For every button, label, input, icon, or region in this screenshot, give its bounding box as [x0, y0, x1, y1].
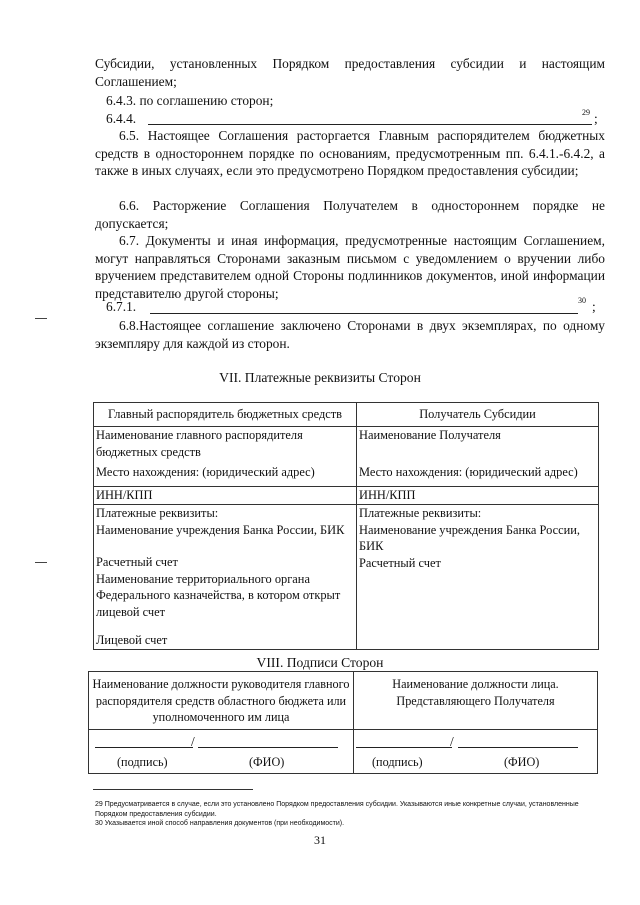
table-header-right: Получатель Субсидии: [357, 403, 599, 427]
clause-6-7-1-blank: [150, 313, 578, 314]
margin-mark: [35, 562, 47, 563]
inn-right: ИНН/КПП: [357, 487, 599, 505]
signatures-table: [88, 671, 598, 774]
table-header-left: Главный распорядитель бюджетных средств: [94, 403, 357, 427]
inn-left: ИНН/КПП: [94, 487, 357, 505]
fio-line-left: [198, 747, 338, 748]
right-pay-title: Платежные реквизиты:: [359, 506, 482, 520]
section-7-title: VII. Платежные реквизиты Сторон: [219, 370, 421, 385]
signature-line-left: [95, 747, 193, 748]
fio-label-left: (ФИО): [249, 755, 285, 769]
signature-cell-right: [354, 730, 598, 774]
slash-left: /: [191, 734, 195, 749]
left-pay-title: Платежные реквизиты:: [96, 506, 219, 520]
fio-label-right: (ФИО): [504, 755, 540, 769]
margin-mark: [35, 318, 47, 319]
left-location: Место нахождения: (юридический адрес): [96, 465, 315, 479]
section-8-title: VIII. Подписи Сторон: [256, 655, 384, 670]
footnote-29: 29 Предусматривается в случае, если это установлено Порядком предоставления субсидии. Указываются иные конкретные случаи, установленные Порядком предоставления субсидии.: [95, 801, 579, 818]
left-payment-cell: [94, 505, 357, 650]
left-name: Наименование главного распорядителя бюджетных средств: [96, 428, 303, 459]
right-account: Расчетный счет: [359, 555, 441, 570]
right-name: Наименование Получателя: [359, 428, 501, 442]
slash-right: /: [450, 734, 454, 749]
clause-6-4-4-label: 6.4.4.: [106, 111, 137, 126]
signature-header-left: Наименование должности руководителя главного распорядителя средств областного бюджета или уполномоченного им лица: [89, 672, 354, 730]
signature-cell-left: [89, 730, 354, 774]
footnote-ref-30: 30: [578, 296, 586, 305]
signature-line-right: [356, 747, 452, 748]
sign-label-left: (подпись): [117, 755, 168, 769]
semicolon: ;: [592, 299, 596, 314]
sign-label-right: (подпись): [372, 755, 423, 769]
clause-6-4-3: 6.4.3. по соглашению сторон;: [106, 93, 274, 108]
footnote-rule: [93, 789, 253, 790]
clause-6-7: 6.7. Документы и иная информация, предусмотренные настоящим Соглашением, могут направляться Сторонами заказным письмом с уведомлением о вручении либо вручением представителем одной Стороны подлинников документов, иной информации представителю другой стороны;: [95, 233, 605, 301]
signature-header-right: Наименование должности лица. Представляющего Получателя: [354, 672, 598, 730]
clause-6-4-4-blank: [148, 124, 592, 125]
right-name-cell: [357, 427, 599, 487]
left-name-cell: [94, 427, 357, 487]
footnote-ref-29: 29: [582, 108, 590, 117]
payment-details-table: [93, 402, 599, 650]
clause-6-7-1-label: 6.7.1.: [106, 299, 137, 314]
footnote-30: 30 Указывается иной способ направления документов (при необходимости).: [95, 820, 345, 827]
right-location: Место нахождения: (юридический адрес): [359, 464, 578, 479]
clause-6-5: 6.5. Настоящее Соглашения расторгается Главным распорядителем бюджетных средств в одностороннем порядке по основаниям, предусмотренным пп. 6.4.1.-6.4.2, а также в иных случаях, если это предусмотрено Порядком предоставления субсидии;: [95, 128, 605, 179]
paragraph-top: Субсидии, установленных Порядком предоставления субсидии и настоящим Соглашением;: [95, 56, 605, 89]
right-payment-cell: [357, 505, 599, 650]
clause-6-6: 6.6. Расторжение Соглашения Получателем в одностороннем порядке не допускается;: [95, 198, 605, 231]
left-personal-account: Лицевой счет: [96, 633, 168, 647]
page-number: 31: [314, 833, 326, 847]
fio-line-right: [458, 747, 578, 748]
left-bank: Наименование учреждения Банка России, БИК: [96, 522, 345, 537]
clause-6-8: 6.8.Настоящее соглашение заключено Сторонами в двух экземплярах, по одному экземпляру для каждой из сторон.: [95, 318, 605, 351]
left-treasury: Наименование территориального органа Федерального казначейства, в котором открыт лицевой счет: [96, 571, 341, 619]
left-account: Расчетный счет: [96, 555, 178, 569]
semicolon: ;: [594, 111, 598, 126]
right-bank: Наименование учреждения Банка России, БИК: [359, 522, 580, 553]
